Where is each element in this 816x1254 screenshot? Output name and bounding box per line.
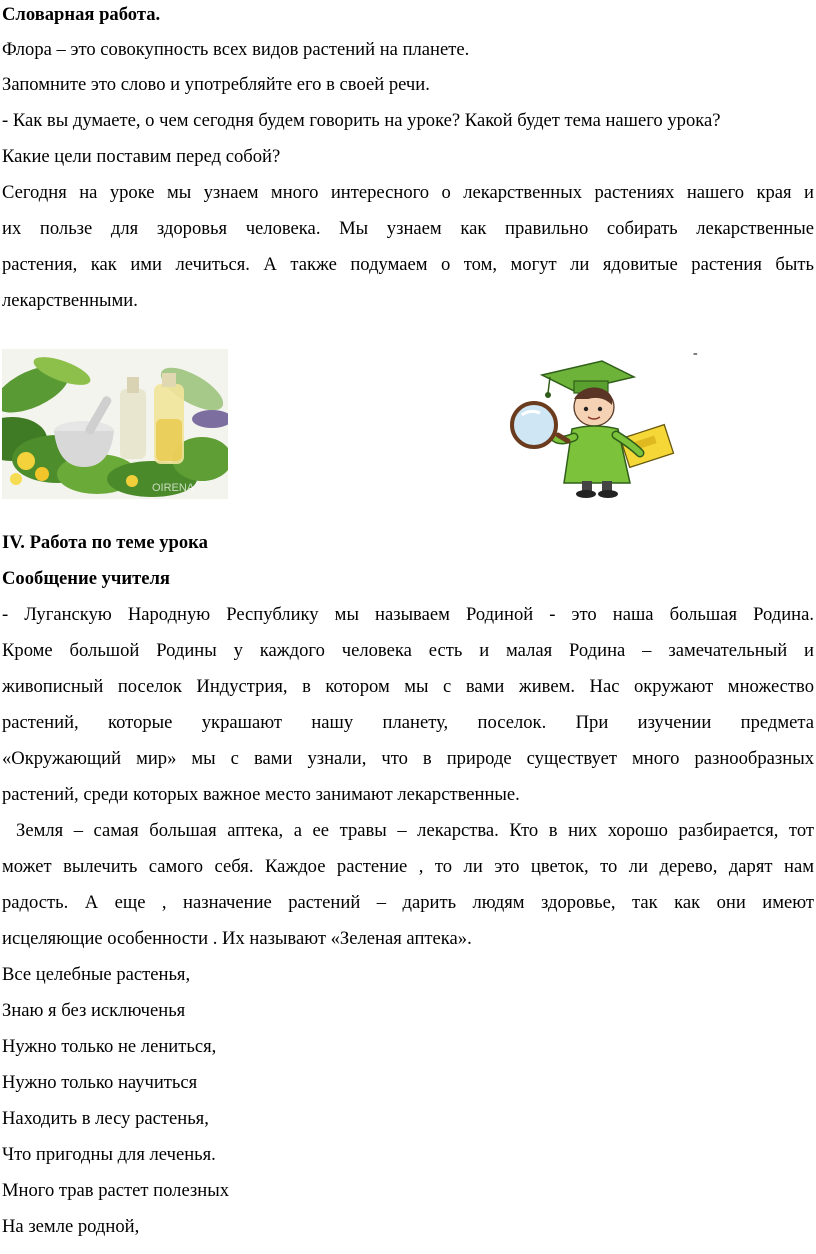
goals-line: Какие цели поставим перед собой?: [2, 146, 281, 167]
homeland-line-6: растений, среди которых важное место занимают лекарственные.: [2, 784, 520, 805]
lesson-intro-line-4: лекарственными.: [2, 290, 138, 311]
student-magnifier-illustration: [502, 349, 707, 499]
pharmacy-line-3: радость. А еще , назначение растений – дарить людям здоровье, так как они имеют: [2, 892, 814, 913]
lesson-intro-line-1: Сегодня на уроке мы узнаем много интересного о лекарственных растениях нашего края и: [2, 182, 814, 203]
teacher-message-heading: Сообщение учителя: [2, 568, 170, 589]
homeland-line-2: Кроме большой Родины у каждого человека есть и малая Родина – замечательный и: [2, 640, 814, 661]
homeland-line-1: - Луганскую Народную Республику мы называем Родиной - это наша большая Родина.: [2, 604, 814, 625]
flora-definition: Флора – это совокупность всех видов растений на планете.: [2, 39, 470, 60]
poem-line-7: Много трав растет полезных: [2, 1180, 230, 1201]
question-line: - Как вы думаете, о чем сегодня будем говорить на уроке? Какой будет тема нашего урока?: [2, 110, 721, 131]
lesson-intro-line-2: их пользе для здоровья человека. Мы узнаем как правильно собирать лекарственные: [2, 218, 814, 239]
dash-mark: -: [693, 346, 698, 361]
lesson-intro-line-3: растения, как ими лечиться. А также подумаем о том, могут ли ядовитые растения быть: [2, 254, 814, 275]
homeland-line-3: живописный поселок Индустрия, в котором мы с вами живем. Нас окружают множество: [2, 676, 814, 697]
vocabulary-heading: Словарная работа.: [2, 4, 161, 25]
section-iv-heading: IV. Работа по теме урока: [2, 532, 208, 553]
herbs-photo: [2, 349, 228, 499]
poem-line-8: На земле родной,: [2, 1216, 140, 1237]
pharmacy-line-4: исцеляющие особенности . Их называют «Зеленая аптека».: [2, 928, 472, 949]
homeland-line-5: «Окружающий мир» мы с вами узнали, что в природе существует много разнообразных: [2, 748, 814, 769]
poem-line-6: Что пригодны для леченья.: [2, 1144, 216, 1165]
pharmacy-line-2: может вылечить самого себя. Каждое растение , то ли это цветок, то ли дерево, дарят нам: [2, 856, 814, 877]
pharmacy-line-1: Земля – самая большая аптека, а ее травы – лекарства. Кто в них хорошо разбирается, тот: [16, 820, 814, 841]
poem-line-5: Находить в лесу растенья,: [2, 1108, 209, 1129]
poem-line-3: Нужно только не лениться,: [2, 1036, 217, 1057]
remember-line: Запомните это слово и употребляйте его в своей речи.: [2, 74, 430, 95]
homeland-line-4: растений, которые украшают нашу планету, поселок. При изучении предмета: [2, 712, 814, 733]
poem-line-4: Нужно только научиться: [2, 1072, 198, 1093]
poem-line-1: Все целебные растенья,: [2, 964, 191, 985]
herbs-watermark: OIRENA: [152, 482, 195, 494]
poem-line-2: Знаю я без исключенья: [2, 1000, 186, 1021]
